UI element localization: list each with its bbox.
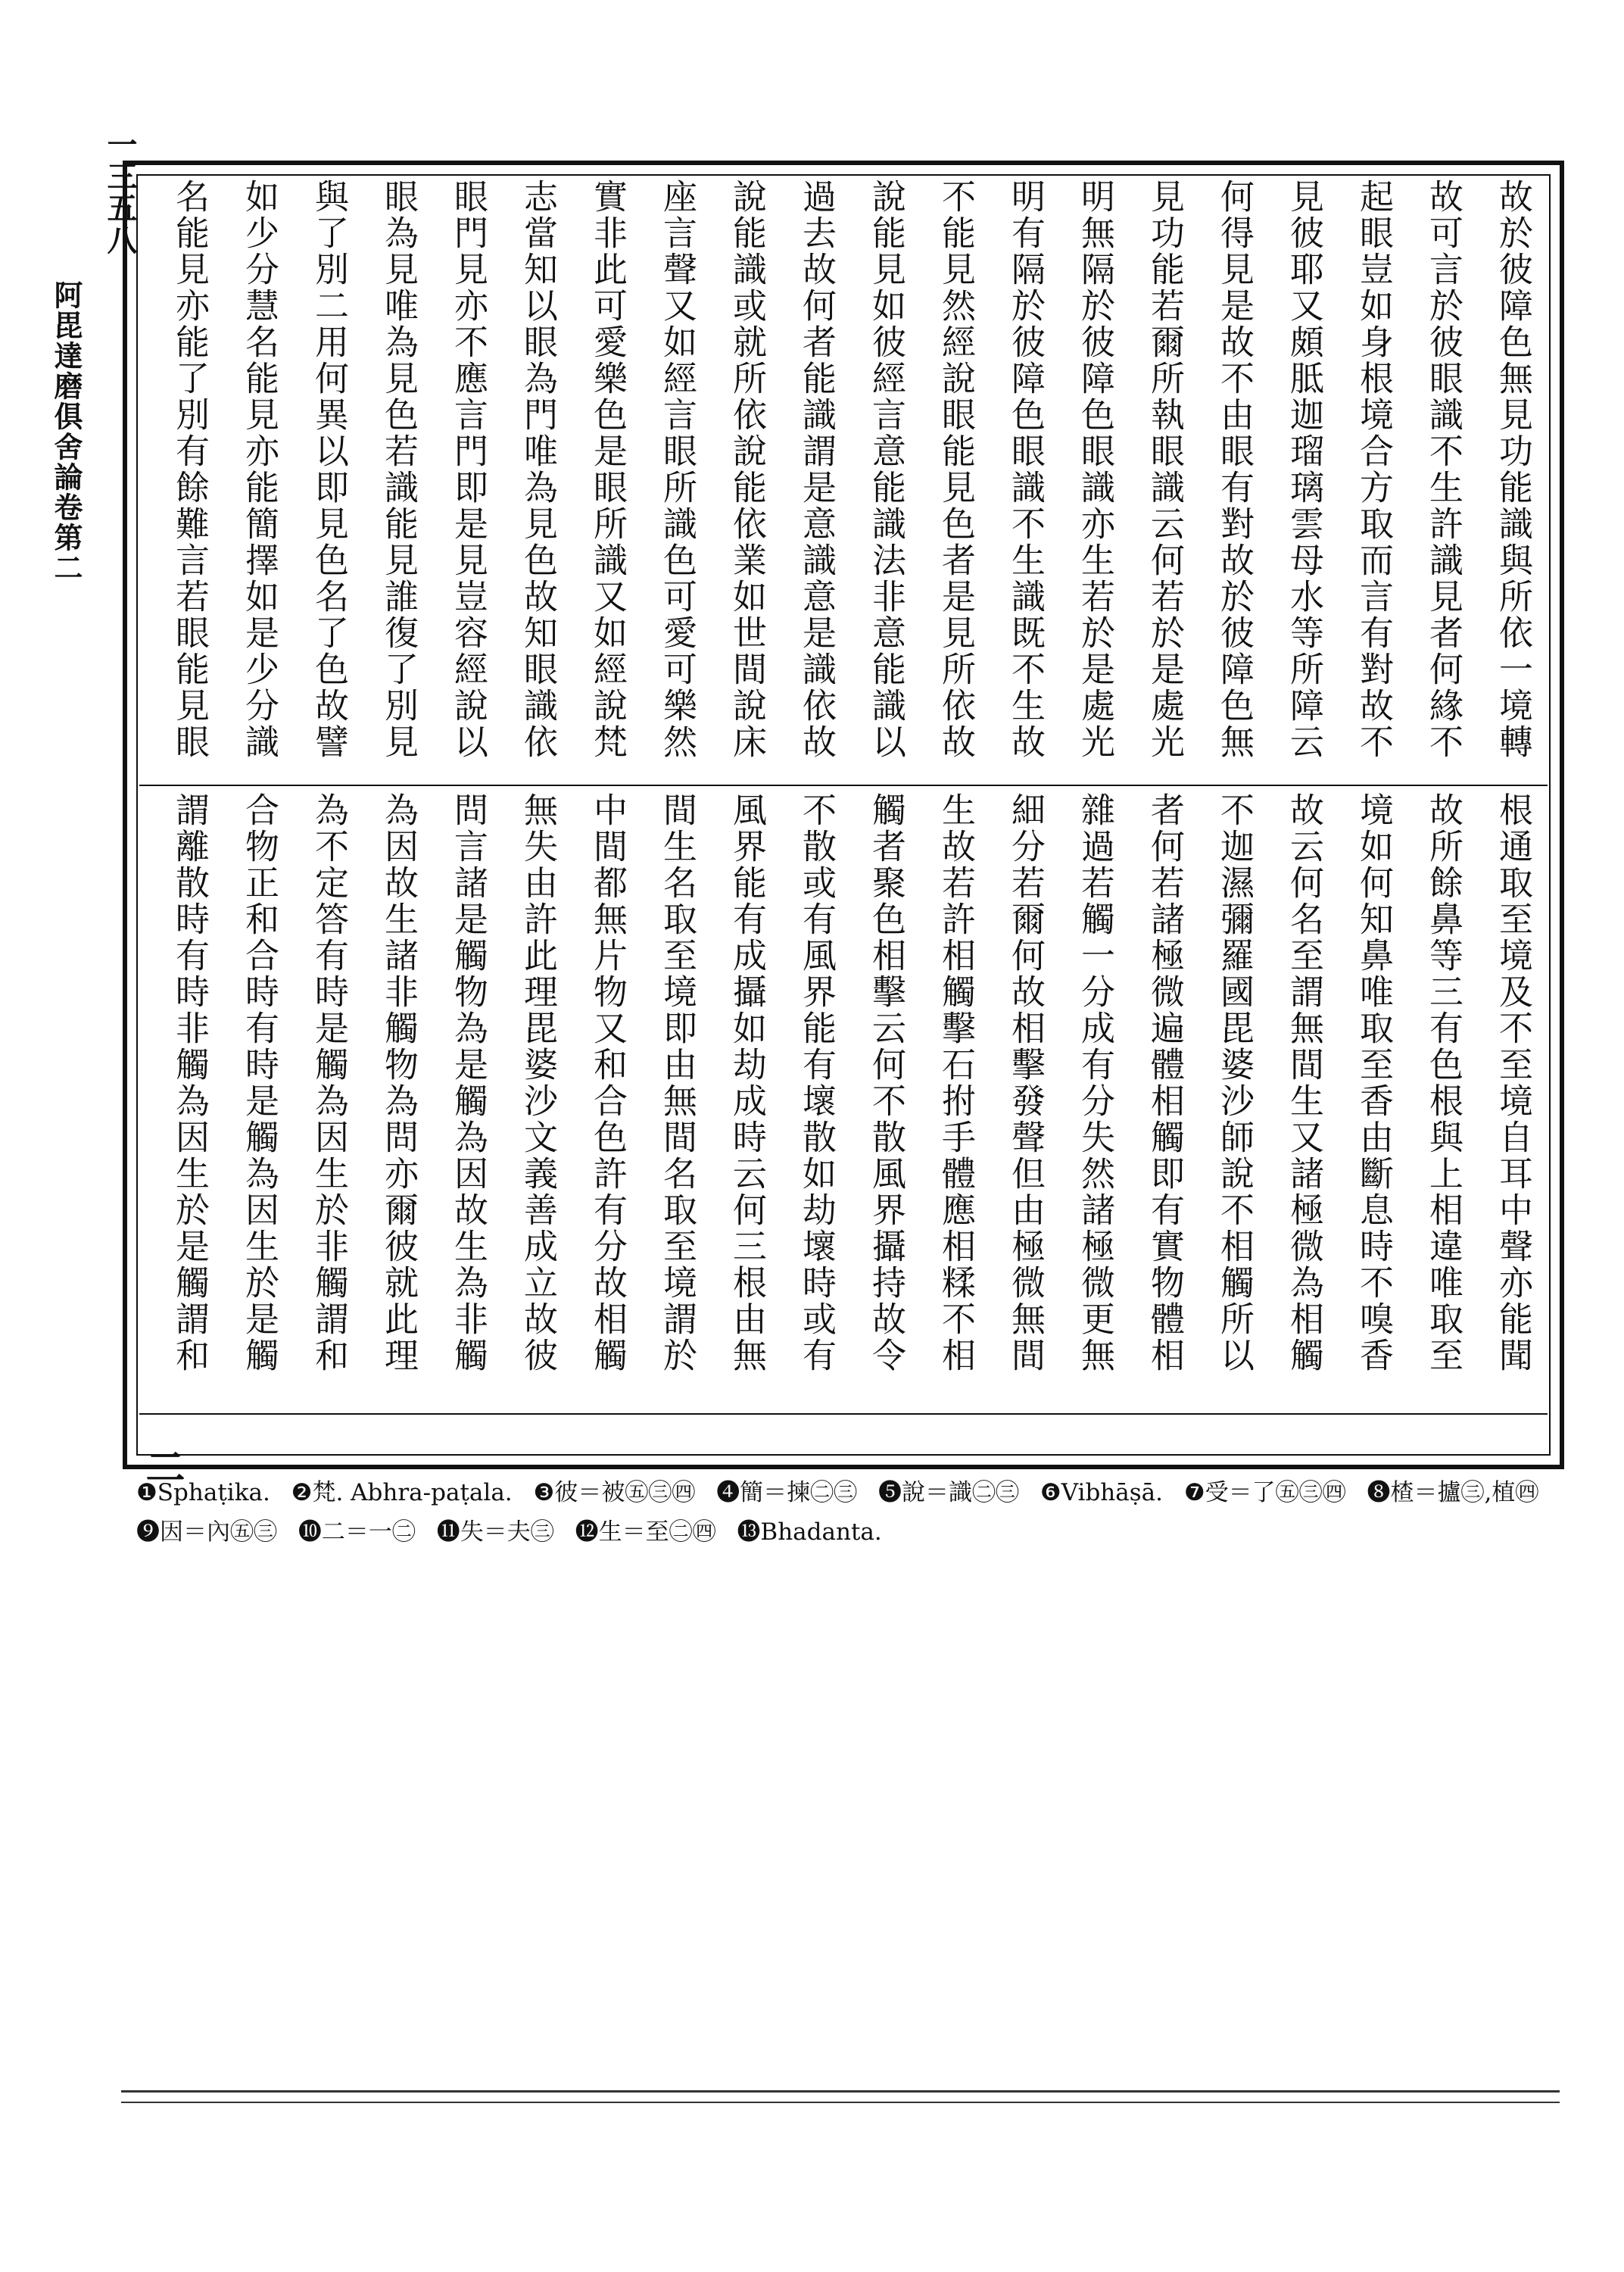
footnote: ⓫失＝夫㊂ [436,1518,554,1546]
footnote: ❻Vibhāṣā. [1040,1479,1163,1506]
column-number: 二 [139,1447,185,1486]
text-band-lower [139,792,1548,1406]
text-block-upper: 故於彼障色無見功能識與所依一境轉故可言於彼眼識不生許識見者何緣不起眼豈如身根境合方取而言有對故不見彼耶又頗胝迦瑠璃雲母水等所障云何得見是故不由眼有對故於彼障色無見功能若爾所執眼識云何若於是處光明無隔於彼障色眼識亦生若於是處光明有隔於彼障色眼識不生識既不生故不能見然經說眼能見色者是見所依故說能見如彼經言意能識法非意能識以過去故何者能識謂是意識意是識依故說能識或就所依說能依業如世間說床座言聲又如經言眼所識色可愛可樂然實非此可愛樂色是眼所識又如經說梵志當知以眼為門唯為見色故知眼識依眼門見亦不應言門即是見豈容經說以眼為見唯為見色若識能見誰復了別見與了別二用何異以即見色名了色故譬如少分慧名能見亦能簡擇如是少分識名能見亦能了別有餘難言若眼能見眼 [170,179,1533,760]
footnote: ❸彼＝被㊄㊂㊃ [533,1479,696,1506]
left-margin [45,129,138,674]
footnote: ❹簡＝揀㊁㊂ [716,1479,858,1506]
footnote: ⓭Bhadanta. [737,1518,882,1546]
footnote: ❷梵. Abhra-paṭala. [291,1479,513,1506]
footnote: ❺說＝識㊁㊂ [878,1479,1020,1506]
footnote: ❽楂＝攎㊂,植㊃ [1367,1479,1539,1506]
page-code: 一三五八 [102,129,138,256]
text-band-upper [139,179,1548,777]
footnote: ⓬生＝至㊁㊃ [575,1518,716,1546]
footnote: ❶Sphaṭika. [136,1479,270,1506]
footnote: ❾因＝內㊄㊂ [136,1518,277,1546]
footnotes [136,1473,1560,1564]
bottom-rule [121,2090,1560,2093]
footnote: ❼受＝了㊄㊂㊃ [1183,1479,1346,1506]
band-divider-2 [139,1413,1548,1415]
band-divider-1 [139,785,1548,786]
footnote: ❿二＝一㊁ [298,1518,416,1546]
running-title: 阿毘達磨俱舍論卷第二 [49,280,83,583]
text-block-lower: 根通取至境及不至境自耳中聲亦能聞故所餘鼻等三有色根與上相違唯取至境如何知鼻唯取至香由斷息時不嗅香故云何名至謂無間生又諸極微為相觸不迦濕彌羅國毘婆沙師說不相觸所以者何若諸極微遍體相觸即有實物體相雜過若觸一分成有分失然諸極微更無細分若爾何故相擊發聲但由極微無間生故若許相觸擊石拊手體應相糅不相觸者聚色相擊云何不散風界攝持故令不散或有風界能有壞散如劫壞時或有風界能有成攝如劫成時云何三根由無間生名取至境即由無間名取至境謂於中間都無片物又和合色許有分故相觸無失由許此理毘婆沙文義善成立故彼問言諸是觸物為是觸為因故生為非觸為因故生諸非觸物為問亦爾彼就此理為不定答有時是觸為因生於非觸謂和合物正和合時有時是觸為因生於是觸謂離散時有時非觸為因生於是觸謂和 [170,792,1533,1374]
bottom-rule [121,2102,1560,2103]
